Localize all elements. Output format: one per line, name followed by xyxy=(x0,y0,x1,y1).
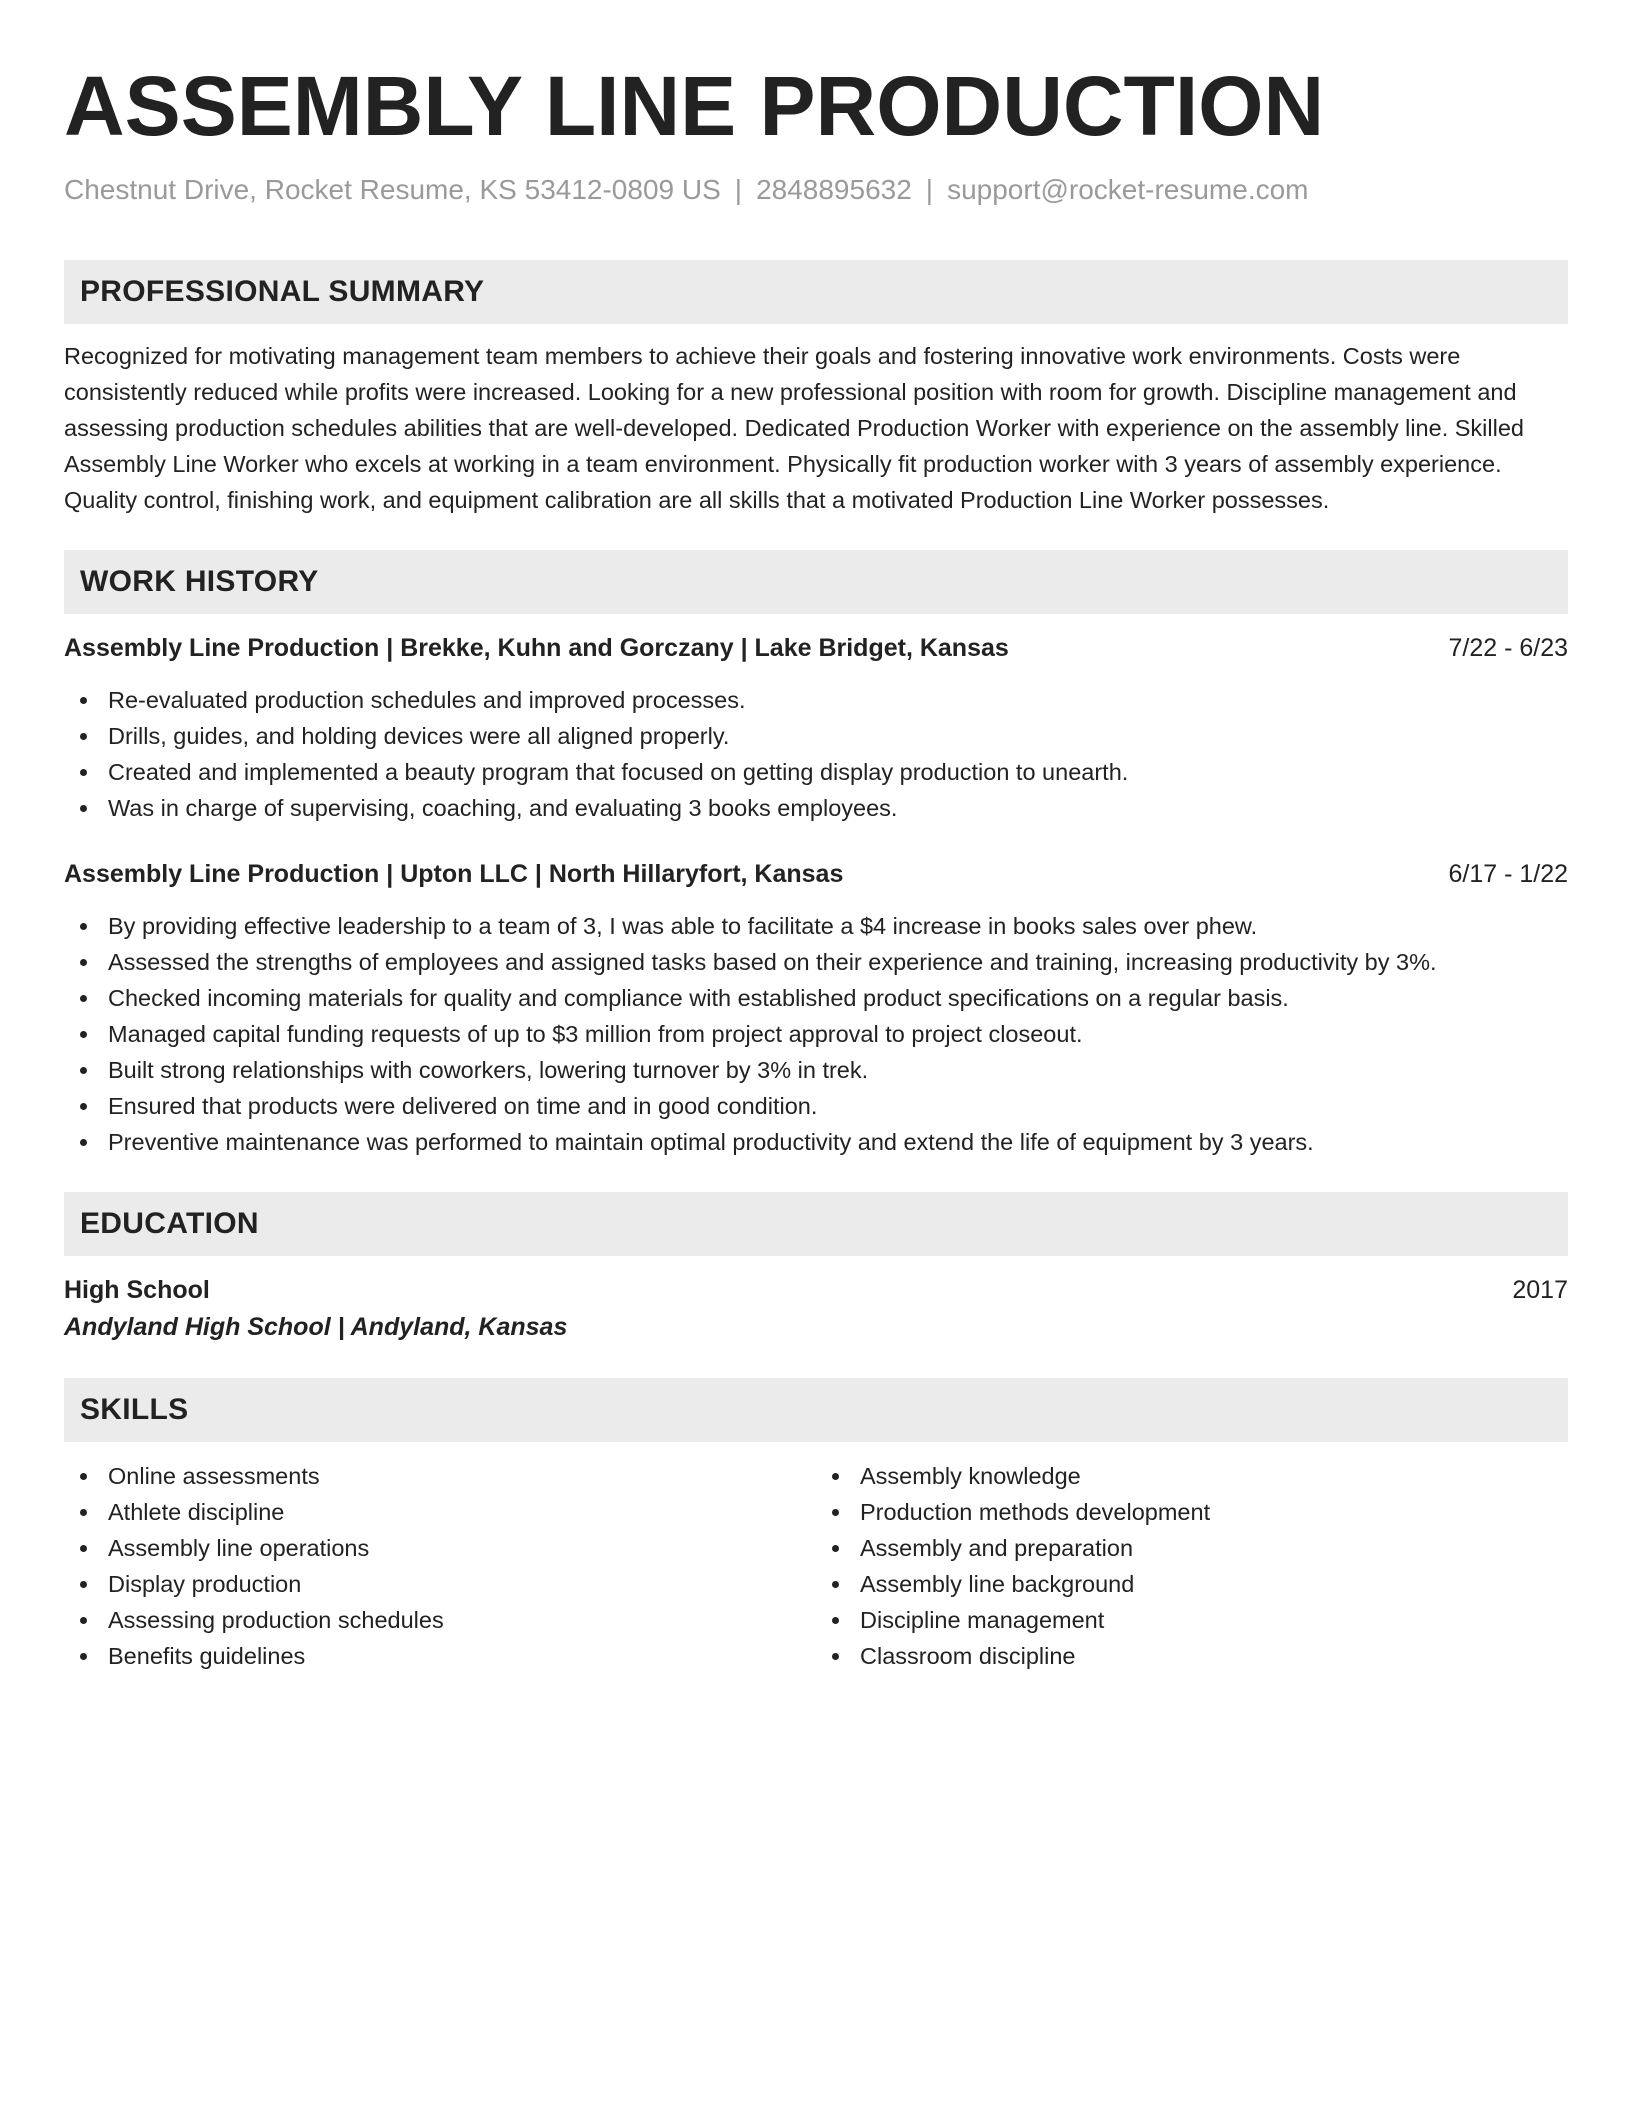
job-bullet: Re-evaluated production schedules and improved processes. xyxy=(64,682,1568,718)
education-header xyxy=(64,1272,1568,1308)
job-bullets xyxy=(64,908,1568,1160)
skill-item: Discipline management xyxy=(816,1602,1568,1638)
education-year: 2017 xyxy=(1512,1276,1568,1304)
contact-separator: | xyxy=(925,174,934,205)
skill-item: Classroom discipline xyxy=(816,1638,1568,1674)
job-title: Assembly Line Production | Upton LLC | North Hillaryfort, Kansas xyxy=(64,860,844,888)
contact-address: Chestnut Drive, Rocket Resume, KS 53412-0809 US xyxy=(64,174,721,205)
job-bullet: Was in charge of supervising, coaching, and evaluating 3 books employees. xyxy=(64,790,1568,826)
job-dates: 7/22 - 6/23 xyxy=(1448,634,1568,662)
job-header xyxy=(64,630,1568,666)
skills-column-right xyxy=(816,1458,1568,1674)
section-heading-work-history: WORK HISTORY xyxy=(64,550,1568,614)
job-header xyxy=(64,856,1568,892)
skill-item: Assembly line background xyxy=(816,1566,1568,1602)
skill-item: Assembly knowledge xyxy=(816,1458,1568,1494)
job-dates: 6/17 - 1/22 xyxy=(1448,860,1568,888)
job-bullet: Drills, guides, and holding devices were all aligned properly. xyxy=(64,718,1568,754)
skill-item: Athlete discipline xyxy=(64,1494,816,1530)
skills-list xyxy=(64,1458,816,1674)
job-entry xyxy=(64,630,1568,826)
job-bullet: By providing effective leadership to a team of 3, I was able to facilitate a $4 increase in books sales over phew. xyxy=(64,908,1568,944)
job-bullet: Built strong relationships with coworkers, lowering turnover by 3% in trek. xyxy=(64,1052,1568,1088)
skill-item: Assessing production schedules xyxy=(64,1602,816,1638)
skill-item: Production methods development xyxy=(816,1494,1568,1530)
job-bullets xyxy=(64,682,1568,826)
job-bullet: Preventive maintenance was performed to maintain optimal productivity and extend the life of equipment by 3 years. xyxy=(64,1124,1568,1160)
job-bullet: Checked incoming materials for quality and compliance with established product specifications on a regular basis. xyxy=(64,980,1568,1016)
contact-separator: | xyxy=(734,174,743,205)
summary-text: Recognized for motivating management team members to achieve their goals and fostering innovative work environments. Costs were consistently reduced while profits were increased. Looking for a new professional position with room for growth. Discipline management and assessing production schedules abilities that are well-developed. Dedicated Production Worker with experience on the assembly line. Skilled Assembly Line Worker who excels at working in a team environment. Physically fit production worker with 3 years of assembly experience. Quality control, finishing work, and equipment calibration are all skills that a motivated Production Line Worker possesses. xyxy=(64,343,1524,513)
contact-line xyxy=(64,170,1568,210)
contact-phone: 2848895632 xyxy=(756,174,912,205)
skills-list xyxy=(816,1458,1568,1674)
skills-grid xyxy=(64,1458,1568,1674)
skills-column-left xyxy=(64,1458,816,1674)
skill-item: Online assessments xyxy=(64,1458,816,1494)
contact-email: support@rocket-resume.com xyxy=(947,174,1309,205)
job-bullet: Ensured that products were delivered on time and in good condition. xyxy=(64,1088,1568,1124)
job-title: Assembly Line Production | Brekke, Kuhn and Gorczany | Lake Bridget, Kansas xyxy=(64,634,1009,662)
section-heading-education: EDUCATION xyxy=(64,1192,1568,1256)
section-heading-skills: SKILLS xyxy=(64,1378,1568,1442)
job-bullet: Assessed the strengths of employees and assigned tasks based on their experience and training, increasing productivity by 3%. xyxy=(64,944,1568,980)
education-degree: High School xyxy=(64,1276,210,1304)
section-heading-summary: PROFESSIONAL SUMMARY xyxy=(64,260,1568,324)
education-school: Andyland High School | Andyland, Kansas xyxy=(64,1313,568,1341)
job-bullet: Managed capital funding requests of up to $3 million from project approval to project closeout. xyxy=(64,1016,1568,1052)
job-entry xyxy=(64,856,1568,1160)
skill-item: Assembly line operations xyxy=(64,1530,816,1566)
candidate-name: ASSEMBLY LINE PRODUCTION xyxy=(64,59,1325,153)
skill-item: Display production xyxy=(64,1566,816,1602)
skill-item: Benefits guidelines xyxy=(64,1638,816,1674)
skill-item: Assembly and preparation xyxy=(816,1530,1568,1566)
job-bullet: Created and implemented a beauty program that focused on getting display production to unearth. xyxy=(64,754,1568,790)
